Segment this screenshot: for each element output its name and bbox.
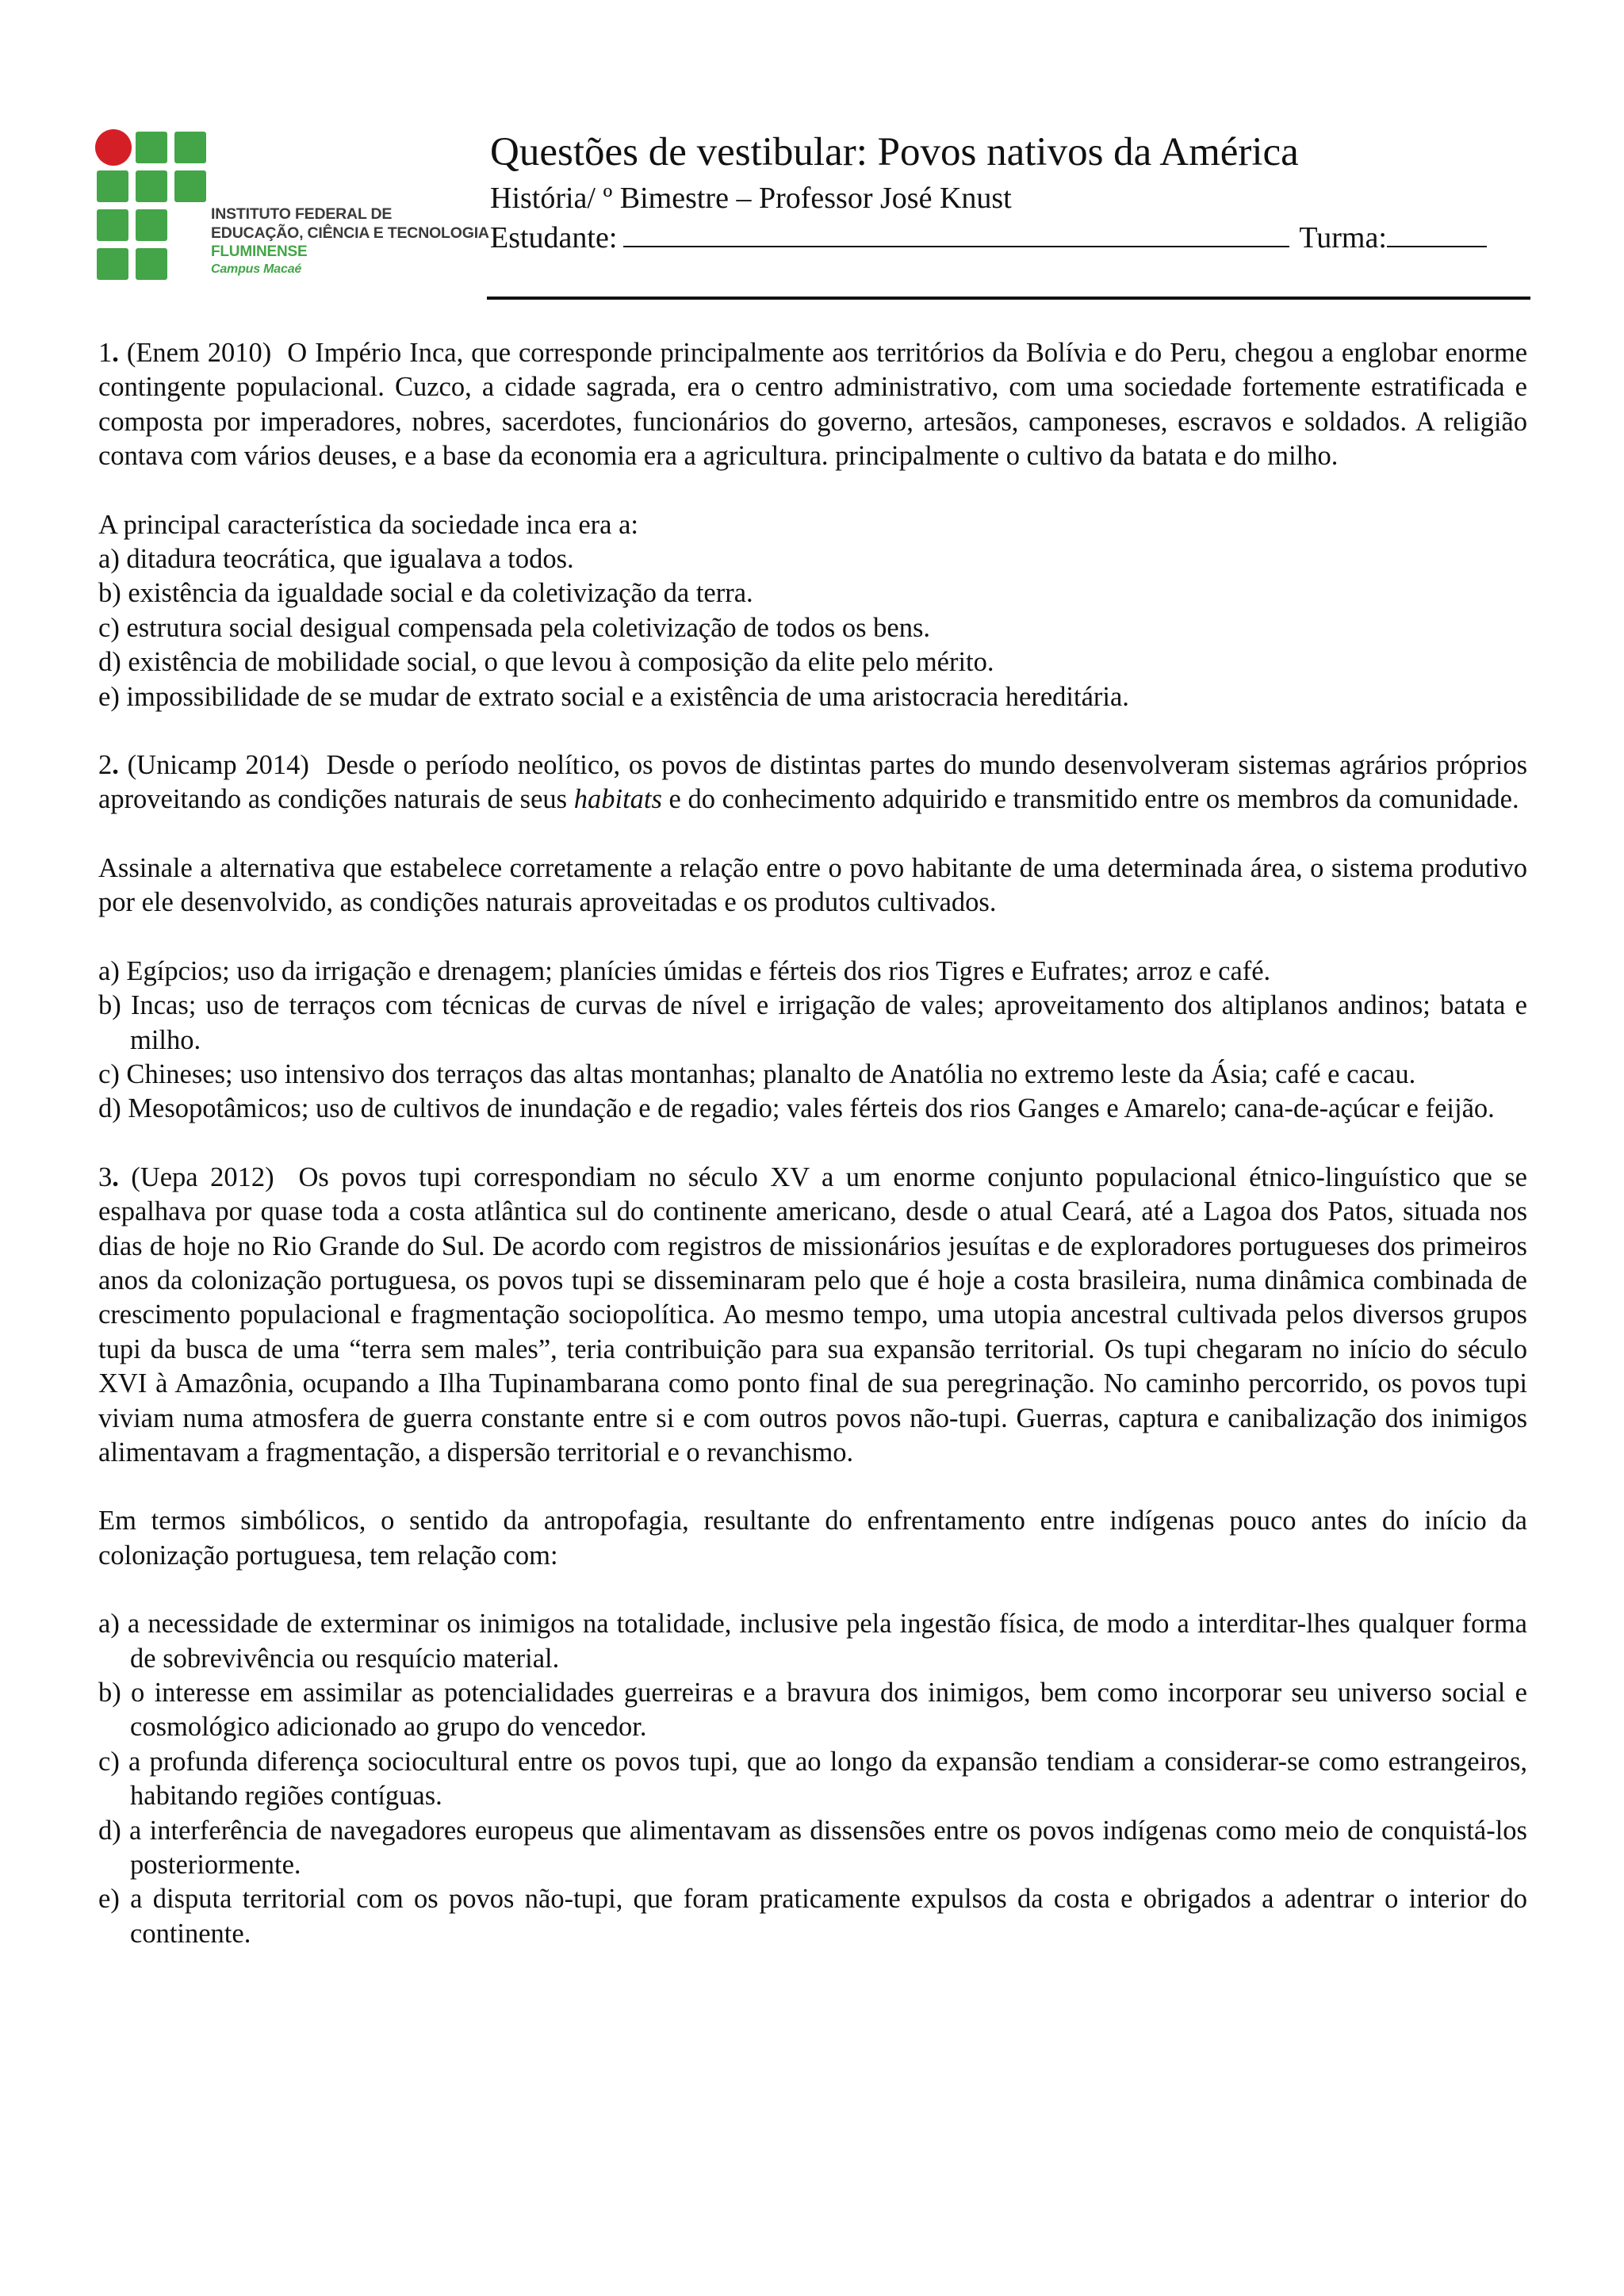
logo-square <box>97 170 128 202</box>
question-statement: Os povos tupi correspondiam no século XV a um enorme conjunto populacional étnico-linguístico que se espalhava por quase toda a costa atlântica sul do continente americano, desde o atual Ceará, até a Lagoa dos Patos, situada nos dias de hoje no Rio Grande do Sul. De acordo com registros de missionários jesuítas e de exploradores portugueses dos primeiros anos da colonização portuguesa, os povos tupi se disseminaram pelo que é hoje a costa brasileira, numa dinâmica combinada de crescimento populacional e fragmentação sociopolítica. Ao mesmo tempo, uma utopia ancestral cultivada pelos diversos grupos tupi da busca de uma “terra sem males”, teria contribuição para sua expansão territorial. Os tupi chegaram no início do século XVI à Amazônia, ocupando a Ilha Tupinambarana como ponto final de sua peregrinação. No caminho percorrido, os povos tupi viviam numa atmosfera de guerra constante entre si e com outros povos não-tupi. Guerras, captura e canibalização dos inimigos alimentavam a fragmentação, a dispersão territorial e o revanchismo. <box>98 1161 1527 1468</box>
page-subtitle: História/ º Bimestre – Professor José Knust <box>490 182 1012 215</box>
question-2-option-c: c) Chineses; uso intensivo dos terraços das altas montanhas; planalto de Anatólia no extremo leste da Ásia; café e cacau. <box>98 1058 1416 1089</box>
header-divider <box>487 297 1530 300</box>
question-2-text: 2. (Unicamp 2014) Desde o período neolítico, os povos de distintas partes do mundo desenvolveram sistemas agrários próprios aproveitando as condições naturais de seus habitats e do conhecimento adquirido e transmitido entre os membros da comunidade. <box>98 750 1527 815</box>
logo-square <box>136 209 167 241</box>
question-1-option-a: a) ditadura teocrática, que igualava a todos. <box>98 544 574 575</box>
question-statement: e do conhecimento adquirido e transmitido entre os membros da comunidade. <box>668 784 1519 815</box>
institution-logo <box>97 132 489 290</box>
question-statement-italic: habitats <box>573 784 662 815</box>
question-2-option-d: d) Mesopotâmicos; uso de cultivos de inundação e de regadio; vales férteis dos rios Ganges e Amarelo; cana-de-açúcar e feijão. <box>98 1093 1495 1124</box>
turma-blank[interactable] <box>1387 219 1487 247</box>
logo-square <box>136 132 167 163</box>
question-3-option-d: d) a interferência de navegadores europeus que alimentavam as dissensões entre os povos indígenas como meio de conquistá-los posteriormente. <box>98 1815 1527 1881</box>
question-statement: O Império Inca, que corresponde principalmente aos territórios da Bolívia e do Peru, chegou a englobar enorme contingente populacional. Cuzco, a cidade sagrada, era o centro administrativo, com uma sociedade fortemente estratificada e composta por imperadores, nobres, sacerdotes, funcionários do governo, artesãos, camponeses, escravos e soldados. A religião contava com vários deuses, e a base da economia era a agricultura. principalmente o cultivo da batata e do milho. <box>98 338 1528 472</box>
turma-label: Turma: <box>1299 221 1387 254</box>
question-2-prompt: Assinale a alternativa que estabelece corretamente a relação entre o povo habitante de uma determinada área, o sistema produtivo por ele desenvolvido, as condições naturais aproveitadas e os produtos cultivados. <box>98 852 1527 918</box>
question-number: 2 <box>98 750 113 781</box>
logo-square <box>136 170 167 202</box>
student-line <box>490 219 1487 255</box>
question-2-option-b: b) Incas; uso de terraços com técnicas de curvas de nível e irrigação de vales; aproveitamento dos altiplanos andinos; batata e milho. <box>98 990 1527 1055</box>
logo-line: EDUCAÇÃO, CIÊNCIA E TECNOLOGIA <box>211 224 489 242</box>
logo-square <box>174 132 206 163</box>
question-source: (Enem 2010) <box>126 338 272 368</box>
question-1-option-d: d) existência de mobilidade social, o que levou à composição da elite pelo mérito. <box>98 647 994 678</box>
question-1-option-b: b) existência da igualdade social e da coletivização da terra. <box>98 578 753 609</box>
question-source: (Unicamp 2014) <box>127 750 309 781</box>
logo-line: FLUMINENSE <box>211 243 308 260</box>
logo-square <box>136 248 167 280</box>
page-title: Questões de vestibular: Povos nativos da América <box>490 130 1299 174</box>
logo-mark <box>97 132 208 281</box>
question-1-prompt: A principal característica da sociedade inca era a: <box>98 509 638 540</box>
question-1-text: 1. (Enem 2010) O Império Inca, que corresponde principalmente aos territórios da Bolívia e do Peru, chegou a englobar enorme contingente populacional. Cuzco, a cidade sagrada, era o centro administrativo, com uma sociedade fortemente estratificada e composta por imperadores, nobres, sacerdotes, funcionários do governo, artesãos, camponeses, escravos e soldados. A religião contava com vários deuses, e a base da economia era a agricultura. principalmente o cultivo da batata e do milho. <box>98 338 1528 472</box>
question-3-prompt: Em termos simbólicos, o sentido da antropofagia, resultante do enfrentamento entre indígenas pouco antes do início da colonização portuguesa, tem relação com: <box>98 1506 1527 1571</box>
question-statement: Desde o período neolítico, os povos de distintas partes do mundo desenvolveram sistemas agrários próprios aproveitando as condições naturais de seus <box>98 750 1527 815</box>
question-3-option-e: e) a disputa territorial com os povos não-tupi, que foram praticamente expulsos da costa e obrigados a adentrar o interior do continente. <box>98 1884 1527 1949</box>
logo-square <box>97 209 128 241</box>
question-3-text: 3. (Uepa 2012) Os povos tupi correspondiam no século XV a um enorme conjunto populacional étnico-linguístico que se espalhava por quase toda a costa atlântica sul do continente americano, desde o atual Ceará, até a Lagoa dos Patos, situada nos dias de hoje no Rio Grande do Sul. De acordo com registros de missionários jesuítas e de exploradores portugueses dos primeiros anos da colonização portuguesa, os povos tupi se disseminaram pelo que é hoje a costa brasileira, numa dinâmica combinada de crescimento populacional e fragmentação sociopolítica. Ao mesmo tempo, uma utopia ancestral cultivada pelos diversos grupos tupi da busca de uma “terra sem males”, teria contribuição para sua expansão territorial. Os tupi chegaram no início do século XVI à Amazônia, ocupando a Ilha Tupinambarana como ponto final de sua peregrinação. No caminho percorrido, os povos tupi viviam numa atmosfera de guerra constante entre si e com outros povos não-tupi. Guerras, captura e canibalização dos inimigos alimentavam a fragmentação, a dispersão territorial e o revanchismo. <box>98 1161 1527 1468</box>
logo-line: Campus Macaé <box>211 262 302 276</box>
question-2-option-a: a) Egípcios; uso da irrigação e drenagem; planícies úmidas e férteis dos rios Tigres e Eufrates; arroz e café. <box>98 955 1271 986</box>
student-name-blank[interactable] <box>623 219 1289 247</box>
question-3-option-c: c) a profunda diferença sociocultural entre os povos tupi, que ao longo da expansão tendiam a considerar-se como estrangeiros, habitando regiões contíguas. <box>98 1746 1527 1812</box>
student-label: Estudante: <box>490 221 618 254</box>
question-number: 1 <box>98 338 113 368</box>
question-number: 3 <box>98 1161 113 1192</box>
logo-red-circle <box>95 129 132 166</box>
questions-content <box>98 336 1527 1951</box>
question-1-option-c: c) estrutura social desigual compensada pela coletivização de todos os bens. <box>98 612 930 643</box>
question-source: (Uepa 2012) <box>131 1161 274 1192</box>
question-1-option-e: e) impossibilidade de se mudar de extrato social e a existência de uma aristocracia hereditária. <box>98 681 1129 712</box>
logo-square <box>97 248 128 280</box>
question-3-option-a: a) a necessidade de exterminar os inimigos na totalidade, inclusive pela ingestão física, de modo a interditar-lhes qualquer forma de sobrevivência ou resquício material. <box>98 1609 1527 1674</box>
logo-text <box>211 205 489 277</box>
logo-line: INSTITUTO FEDERAL DE <box>211 205 393 223</box>
question-3-option-b: b) o interesse em assimilar as potencialidades guerreiras e a bravura dos inimigos, bem como incorporar seu universo social e cosmológico adicionado ao grupo do vencedor. <box>98 1678 1527 1743</box>
logo-square <box>174 170 206 202</box>
